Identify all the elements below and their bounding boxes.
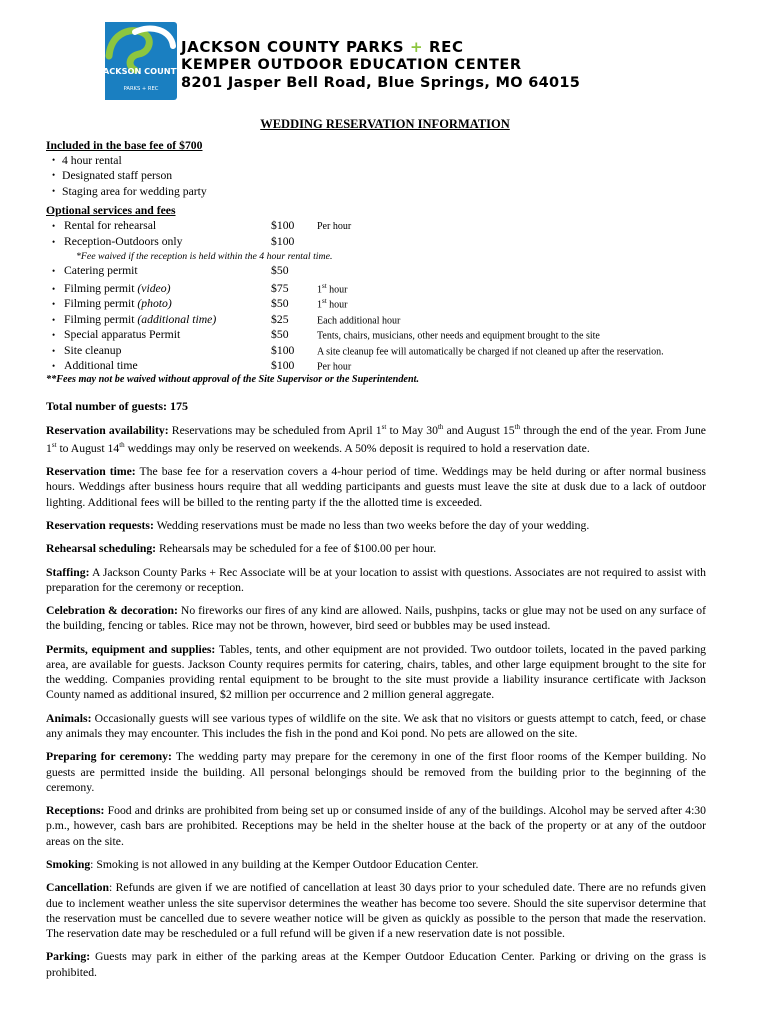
fee-row: • Rental for rehearsal $100 Per hour [52, 219, 352, 233]
letterhead [99, 22, 705, 102]
fee-row: • Site cleanup $100 A site cleanup fee will automatically be charged if not cleaned up after the reservation. [52, 343, 664, 357]
fee-row: • Catering permit $50 [52, 264, 289, 278]
paragraph: Smoking: Smoking is not allowed in any building at the Kemper Outdoor Education Center. [46, 858, 479, 872]
list-item: • 4 hour rental [46, 153, 706, 168]
svg-text:JACKSON COUNTY: JACKSON COUNTY [99, 66, 183, 76]
paragraph: Rehearsal scheduling: Rehearsals may be scheduled for a fee of $100.00 per hour. [46, 542, 437, 556]
paragraph: Animals: Occasionally guests will see various types of wildlife on the site. We ask that no visitors or guests attempt to catch, feed, or chase any animals they may encounter. This includes the fish in the pond and Koi pond. No pets are allowed on the site. [46, 711, 706, 741]
organization-name: JACKSON COUNTY PARKS + REC KEMPER OUTDOOR EDUCATION CENTER 8201 Jasper Bell Road, Blue Springs, MO 64015 [181, 38, 581, 91]
paragraph: Preparing for ceremony: The wedding party may prepare for the ceremony in one of the first floor rooms of the Kemper building. No guests are permitted inside the building. All personal belongings should be removed from the building prior to the beginning of the ceremony. [46, 750, 706, 794]
document-title: WEDDING RESERVATION INFORMATION [260, 117, 510, 131]
total-guests: Total number of guests: 175 [46, 398, 189, 413]
paragraph: Receptions: Food and drinks are prohibited from being set up or consumed inside of any of the buildings. Alcohol may be served after 4:30 p.m., however, cash bars are prohibited. Receptions may be held in the shelter house at the back of the property or at any of the outdoor areas on the site. [46, 804, 706, 848]
paragraph: Cancellation: Refunds are given if we are notified of cancellation at least 30 days prior to your scheduled date. There are no refunds given due to inclement weather unless the site supervisor determines the weather has become too severe. Should the site supervisor determine that the reservation must be cancelled due to severe weather notice will be given as quickly as possible to the person that made the reservation. The reservation date may be rescheduled or a full refund will be given if a new reservation date is not possible. [46, 881, 706, 941]
paragraph: Reservation requests: Wedding reservations must be made no less than two weeks before the day of your wedding. [46, 518, 590, 532]
fee-footnote: **Fees may not be waived without approval of the Site Supervisor or the Superintendent. [46, 373, 419, 385]
fee-row: • Special apparatus Permit $50 Tents, chairs, musicians, other needs and equipment brought to the site [52, 328, 600, 342]
paragraph: Staffing: A Jackson County Parks + Rec Associate will be at your location to assist with questions. Associates are not required to assist with preparation for the ceremony or reception. [46, 565, 706, 594]
paragraph: Celebration & decoration: No fireworks our fires of any kind are allowed. Nails, pushpins, tacks or glue may not be used on any surface of the building, fencing or tables. Rice may not be thrown, however, bird seed or bubbles may be used instead. [46, 604, 706, 633]
base-fee-heading: Included in the base fee of $700 [46, 139, 203, 152]
paragraph: Reservation time: The base fee for a reservation covers a 4-hour period of time. Weddings may be held during or after normal business hours. Weddings after business hours require that all wedding participants and guests must leave the site at dusk due to a lack of outdoor lighting. Additional fees will be billed to the renting party if the the allotted time is exceeded. [46, 465, 706, 509]
document-body [46, 138, 706, 980]
fee-row: • Additional time $100 Per hour [52, 359, 352, 373]
svg-text:PARKS + REC: PARKS + REC [123, 86, 159, 92]
jackson-county-logo [99, 22, 183, 100]
paragraph: Permits, equipment and supplies: Tables, tents, and other equipment are not provided. Two outdoor toilets, located in the paved parking area, are available for guests. Jackson County requires permits for catering, chairs, tables, and other large equipment brought to the site for the wedding. Companies providing rental equipment to be brought to the site must provide a liability insurance certificate with Jackson County named as additional insured, $2 million per occurrence and 2 million general aggregate. [46, 642, 707, 702]
paragraph: Parking: Guests may park in either of the parking areas at the Kemper Outdoor Education Center. Parking or driving on the grass is prohibited. [46, 950, 706, 979]
fee-row: • Filming permit (video) $75 1st hour [52, 281, 348, 295]
fee-row: • Filming permit (additional time) $25 Each additional hour [52, 312, 401, 326]
list-item: • Staging area for wedding party [46, 184, 706, 199]
fee-row: • Filming permit (photo) $50 1st hour [52, 297, 348, 311]
base-fee-list [46, 153, 706, 199]
optional-fees-heading: Optional services and fees [46, 203, 176, 217]
waive-note: *Fee waived if the reception is held within the 4 hour rental time. [76, 251, 333, 263]
list-item: • Designated staff person [46, 168, 706, 183]
fee-row: • Reception-Outdoors only $100 [52, 234, 295, 248]
paragraph-availability: Reservation availability: Reservations may be scheduled from April 1st to May 30th and August 15th through the end of the year. From June 1st to August 14th weddings may only be reserved on weekends. A 50% deposit is required to hold a reservation date. [46, 422, 706, 455]
